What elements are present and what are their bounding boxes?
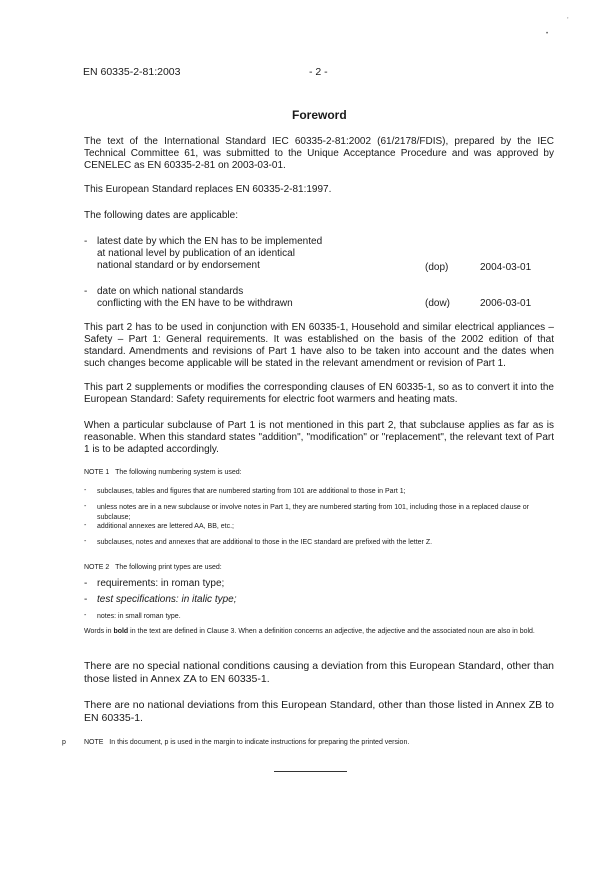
list-bullet: -	[84, 594, 88, 605]
special-conditions-paragraph: There are no special national conditions causing a deviation from this European Standard, other than those listed in Annex ZA to EN 60335-1.	[84, 660, 554, 685]
note2-heading	[84, 563, 222, 573]
scan-artifact: •	[546, 31, 549, 37]
print-type-italic: test specifications: in italic type;	[97, 594, 237, 605]
national-deviations-paragraph: There are no national deviations from this European Standard, other than those listed in Annex ZB to EN 60335-1.	[84, 699, 554, 724]
list-bullet: -	[84, 578, 88, 589]
date-value: 2004-03-01	[480, 262, 532, 273]
note-label: NOTE 1	[84, 469, 110, 476]
end-rule	[274, 771, 347, 772]
page-number: - 2 -	[309, 66, 328, 78]
scan-artifact: ,	[567, 14, 569, 20]
bold-words-post: in the text are defined in Clause 3. When a definition concerns an adjective, the adjective and the associated noun are also in bold.	[128, 628, 535, 635]
list-bullet: -	[84, 236, 88, 247]
list-bullet: -	[84, 612, 87, 619]
date-item-line: conflicting with the EN have to be withdrawn	[97, 298, 293, 309]
note1-item: unless notes are in a new subclause or involve notes in Part 1, they are numbered starting from 101, including those in a replaced clause or subclause;	[97, 504, 529, 521]
note1-heading	[84, 468, 242, 478]
bold-words-pre: Words in	[84, 628, 114, 635]
replaces-paragraph: This European Standard replaces EN 60335-2-81:1997.	[84, 184, 332, 195]
print-type-roman: requirements: in roman type;	[97, 578, 225, 589]
list-bullet: -	[84, 522, 87, 529]
part2-usage-paragraph: This part 2 has to be used in conjunction with EN 60335-1, Household and similar electrical appliances – Safety – Part 1: General requirements. It was established on the basis of the 2002 edition of that standard. Amendments and revisions of Part 1 have also to be taken into account and the dates when such changes become applicable will be stated in the relevant amendment or revision of Part 1.	[84, 322, 554, 369]
date-code: (dop)	[425, 262, 449, 273]
date-item-line: date on which national standards	[97, 286, 244, 297]
note-text: The following numbering system is used:	[115, 469, 242, 476]
section-title: Foreword	[292, 108, 347, 122]
bold-words-paragraph	[84, 627, 554, 637]
intro-paragraph: The text of the International Standard IEC 60335-2-81:2002 (61/2178/FDIS), prepared by the IEC Technical Committee 61, was submitted to the Unique Acceptance Procedure and was approved by CENELEC as EN 60335-2-81 on 2003-03-01.	[84, 136, 554, 171]
note1-item: subclauses, tables and figures that are numbered starting from 101 are additional to those in Part 1;	[97, 488, 406, 495]
list-bullet: -	[84, 538, 87, 545]
date-item-description	[97, 286, 397, 310]
part2-supplements-paragraph: This part 2 supplements or modifies the corresponding clauses of EN 60335-1, so as to convert it into the European Standard: Safety requirements for electric foot warmers and heating mats.	[84, 382, 554, 405]
note-text: In this document, p is used in the margin to indicate instructions for preparing the printed version.	[109, 739, 410, 746]
date-item-line: latest date by which the EN has to be implemented	[97, 236, 323, 247]
margin-note	[84, 738, 554, 748]
note-label: NOTE	[84, 739, 104, 746]
bold-word: bold	[113, 628, 129, 635]
date-item-line: at national level by publication of an identical	[97, 248, 295, 259]
note1-item: additional annexes are lettered AA, BB, etc.;	[97, 523, 234, 530]
note1-item: subclauses, notes and annexes that are additional to those in the IEC standard are prefixed with the letter Z.	[97, 539, 433, 546]
date-code: (dow)	[425, 298, 451, 309]
note-label: NOTE 2	[84, 564, 110, 571]
list-bullet: -	[84, 286, 88, 297]
date-item-line: national standard or by endorsement	[97, 260, 260, 271]
dates-intro: The following dates are applicable:	[84, 210, 238, 221]
list-bullet: -	[84, 503, 87, 510]
list-bullet: -	[84, 487, 87, 494]
date-item-description	[97, 236, 397, 272]
document-id: EN 60335-2-81:2003	[83, 66, 181, 78]
date-value: 2006-03-01	[480, 298, 532, 309]
print-type-notes: notes: in small roman type.	[97, 613, 181, 620]
subclause-paragraph: When a particular subclause of Part 1 is not mentioned in this part 2, that subclause applies as far as is reasonable. When this standard states "addition", "modification" or "replacement", the relevant text of Part 1 is to be adapted accordingly.	[84, 420, 554, 455]
margin-marker: p	[62, 739, 66, 746]
note-text: The following print types are used:	[115, 564, 222, 571]
